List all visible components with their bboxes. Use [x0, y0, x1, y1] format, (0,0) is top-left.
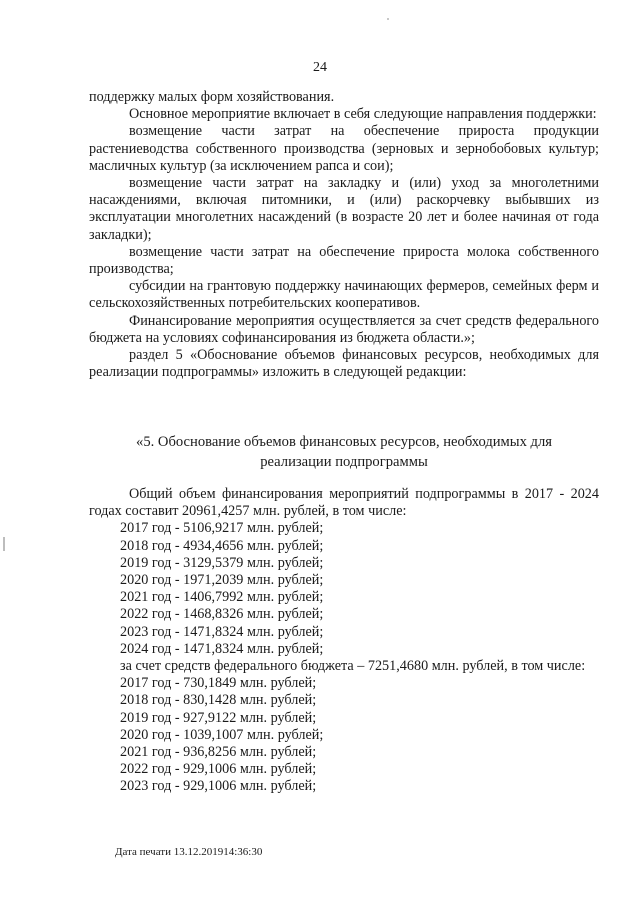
body-paragraph: возмещение части затрат на обеспечение прироста продукции растениеводства собственного производства (зерновых и зернобобовых культур; масличных культур (за исключением рапса и сои); [89, 123, 599, 174]
body-paragraph: раздел 5 «Обоснование объемов финансовых ресурсов, необходимых для реализации подпрограммы» изложить в следующей редакции: [89, 347, 599, 381]
total-financing-year-item: 2021 год - 1406,7992 млн. рублей; [120, 589, 324, 606]
scan-margin-mark [3, 537, 5, 551]
section-heading-line-1: «5. Обоснование объемов финансовых ресурсов, необходимых для [136, 434, 552, 450]
federal-financing-intro: за счет средств федерального бюджета – 7251,4680 млн. рублей, в том числе: [120, 658, 586, 675]
financing-section [89, 486, 599, 796]
federal-financing-year-item: 2022 год - 929,1006 млн. рублей; [120, 761, 317, 778]
body-paragraph: субсидии на грантовую поддержку начинающих фермеров, семейных ферм и сельскохозяйственных потребительских кооперативов. [89, 278, 599, 312]
scan-speck [387, 18, 389, 20]
federal-financing-year-item: 2023 год - 929,1006 млн. рублей; [120, 778, 317, 795]
body-paragraph: поддержку малых форм хозяйствования. [89, 89, 335, 105]
total-financing-year-item: 2022 год - 1468,8326 млн. рублей; [120, 606, 324, 623]
total-financing-year-item: 2024 год - 1471,8324 млн. рублей; [120, 640, 324, 657]
body-paragraph: Финансирование мероприятия осуществляется за счет средств федерального бюджета на условиях софинансирования из бюджета области.»; [89, 312, 599, 346]
print-date-footer: Дата печати 13.12.201914:36:30 [115, 846, 263, 858]
total-financing-year-item: 2019 год - 3129,5379 млн. рублей; [120, 554, 324, 571]
federal-financing-year-item: 2018 год - 830,1428 млн. рублей; [120, 692, 317, 709]
federal-financing-year-item: 2020 год - 1039,1007 млн. рублей; [120, 726, 324, 743]
total-financing-by-year-list [89, 520, 599, 658]
federal-financing-by-year-list [89, 675, 599, 795]
body-paragraph: возмещение части затрат на обеспечение прироста молока собственного производства; [89, 243, 599, 278]
federal-financing-year-item: 2021 год - 936,8256 млн. рублей; [120, 744, 317, 761]
body-paragraph: Основное мероприятие включает в себя следующие направления поддержки: [129, 106, 597, 123]
total-financing-year-item: 2020 год - 1971,2039 млн. рублей; [120, 572, 324, 589]
total-financing-intro: Общий объем финансирования мероприятий подпрограммы в 2017 - 2024 годах составит 20961,4257 млн. рублей, в том числе: [89, 486, 599, 520]
total-financing-year-item: 2018 год - 4934,4656 млн. рублей; [120, 537, 324, 554]
page-number: 24 [313, 60, 327, 75]
section-heading-line-2: реализации подпрограммы [260, 454, 428, 470]
body-paragraph: возмещение части затрат на закладку и (или) уход за многолетними насаждениями, включая питомники, и (или) раскорчевку выбывших из эксплуатации многолетних насаждений (в возрасте 20 лет и более начиная от года закладки); [89, 175, 599, 243]
body-text-before-heading [89, 89, 599, 381]
federal-financing-year-item: 2019 год - 927,9122 млн. рублей; [120, 709, 317, 726]
total-financing-year-item: 2017 год - 5106,9217 млн. рублей; [120, 520, 324, 537]
federal-financing-year-item: 2017 год - 730,1849 млн. рублей; [120, 675, 317, 692]
section-heading [89, 432, 599, 472]
total-financing-year-item: 2023 год - 1471,8324 млн. рублей; [120, 623, 324, 640]
